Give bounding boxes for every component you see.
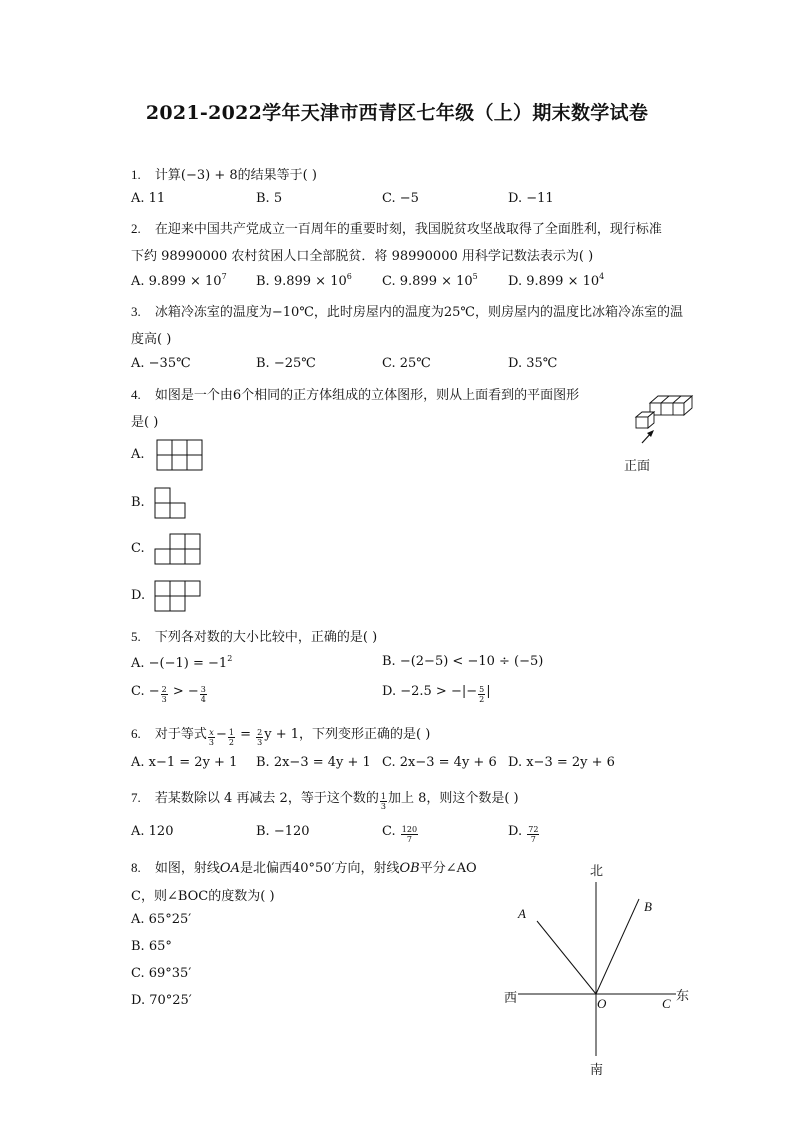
fraction: $\frac{2}{3}$ bbox=[257, 728, 263, 747]
q6-option-c: C. 2x−3 = 4y + 6 bbox=[382, 755, 497, 770]
page-title: 2021-2022学年天津市西青区七年级（上）期末数学试卷 bbox=[145, 102, 649, 124]
question-text: 若某数除以 4 再减去 2，等于这个数的 bbox=[154, 791, 379, 806]
fraction: $\frac{120}{7}$ bbox=[401, 825, 418, 844]
point-c-label: C bbox=[662, 996, 671, 1011]
option-label: C. 9.899 × 10 bbox=[382, 274, 473, 289]
question-text: 对于等式 bbox=[154, 727, 207, 742]
option-text: > − bbox=[168, 684, 199, 699]
question-text: 计算(−3) + 8的结果等于( ) bbox=[154, 168, 317, 183]
q8-option-a: A. 65°25′ bbox=[131, 912, 192, 927]
question-text-line2: 下约 98990000 农村贫困人口全部脱贫．将 98990000 用科学记数法表示为( ) bbox=[131, 249, 594, 264]
exponent: 2 bbox=[227, 654, 233, 663]
ray-name: OA bbox=[219, 861, 240, 876]
question-number: 4. bbox=[131, 387, 141, 402]
question-text: 平分∠AO bbox=[419, 861, 477, 876]
option-label: D. 9.899 × 10 bbox=[508, 274, 600, 289]
question-number: 3. bbox=[131, 304, 141, 319]
q3-option-c: C. 25℃ bbox=[382, 356, 431, 371]
option-text: | bbox=[486, 684, 491, 699]
fraction: $\frac{3}{4}$ bbox=[200, 685, 206, 704]
q2-option-c bbox=[382, 272, 478, 289]
question-text-line2: 度高( ) bbox=[131, 332, 172, 347]
q2-option-b bbox=[256, 272, 352, 289]
q4-option-c-shape bbox=[154, 533, 204, 565]
ray-ob bbox=[596, 899, 639, 994]
fraction: $\frac{x}{3}$ bbox=[208, 728, 214, 747]
question-number: 6. bbox=[131, 726, 141, 741]
option-label: A. 9.899 × 10 bbox=[131, 274, 222, 289]
question-text-line2: 是( ) bbox=[131, 415, 159, 430]
q1-option-c: C. −5 bbox=[382, 191, 419, 206]
q4-option-a-shape bbox=[156, 439, 204, 471]
q4-option-c-label: C. bbox=[131, 541, 145, 556]
ray-oa bbox=[537, 921, 596, 994]
question-text-line1: 在迎来中国共产党成立一百周年的重要时刻，我国脱贫攻坚战取得了全面胜利，现行标准 bbox=[154, 222, 662, 237]
q4-option-b-shape bbox=[154, 487, 188, 519]
operator: = bbox=[236, 727, 256, 742]
exponent: 4 bbox=[599, 272, 605, 281]
question-text-line1: 冰箱冷冻室的温度为−10℃，此时房屋内的温度为25℃，则房屋内的温度比冰箱冷冻室的温 bbox=[154, 305, 683, 320]
option-text: A. −(−1) = −1 bbox=[131, 656, 228, 671]
exponent: 7 bbox=[221, 272, 227, 281]
point-o-label: O bbox=[597, 996, 607, 1011]
question-number: 7. bbox=[131, 790, 141, 805]
q5-option-c bbox=[131, 684, 208, 704]
q5-option-b: B. −(2−5) < −10 ÷ (−5) bbox=[382, 654, 544, 669]
q1-option-b: B. 5 bbox=[256, 191, 283, 206]
compass-diagram bbox=[496, 856, 696, 1082]
question-5 bbox=[131, 626, 377, 645]
q1-option-a: A. 11 bbox=[131, 191, 166, 206]
question-text: 是北偏西40°50′方向，射线 bbox=[239, 861, 400, 876]
q4-option-d-label: D. bbox=[131, 588, 146, 603]
fraction: $\frac{72}{7}$ bbox=[528, 825, 539, 844]
q4-option-a-label: A. bbox=[131, 447, 145, 462]
fraction: $\frac{1}{2}$ bbox=[228, 728, 234, 747]
question-7 bbox=[131, 787, 519, 811]
question-text: 如图，射线 bbox=[154, 861, 220, 876]
option-label: B. 9.899 × 10 bbox=[256, 274, 347, 289]
q8-option-c: C. 69°35′ bbox=[131, 966, 192, 981]
question-text: y + 1，下列变形正确的是( ) bbox=[264, 727, 431, 742]
option-text: C. − bbox=[131, 684, 160, 699]
question-3 bbox=[131, 301, 683, 320]
q3-option-d: D. 35℃ bbox=[508, 356, 558, 371]
fraction: $\frac{1}{3}$ bbox=[380, 792, 386, 811]
question-6 bbox=[131, 723, 430, 747]
west-label: 西 bbox=[504, 991, 518, 1006]
ray-name: OB bbox=[399, 861, 420, 876]
question-text-line2: C，则∠BOC的度数为( ) bbox=[131, 889, 275, 904]
front-view-label: 正面 bbox=[624, 459, 651, 474]
fraction: $\frac{5}{2}$ bbox=[479, 685, 485, 704]
q6-option-a: A. x−1 = 2y + 1 bbox=[131, 755, 238, 770]
cube-stack-figure bbox=[628, 388, 700, 446]
q4-option-d-shape bbox=[154, 580, 204, 612]
q7-option-a: A. 120 bbox=[131, 824, 174, 839]
q3-option-b: B. −25℃ bbox=[256, 356, 316, 371]
question-number: 5. bbox=[131, 629, 141, 644]
question-text-line1: 如图是一个由6个相同的正方体组成的立体图形，则从上面看到的平面图形 bbox=[154, 388, 580, 403]
q6-option-b: B. 2x−3 = 4y + 1 bbox=[256, 755, 371, 770]
question-text: 下列各对数的大小比较中，正确的是( ) bbox=[154, 630, 378, 645]
q8-option-d: D. 70°25′ bbox=[131, 993, 192, 1008]
question-number: 2. bbox=[131, 221, 141, 236]
q8-option-b: B. 65° bbox=[131, 939, 172, 954]
question-text: 加上 8，则这个数是( ) bbox=[387, 791, 519, 806]
question-8 bbox=[131, 857, 477, 876]
exponent: 5 bbox=[472, 272, 478, 281]
north-label: 北 bbox=[590, 864, 604, 879]
south-label: 南 bbox=[590, 1063, 604, 1078]
question-4 bbox=[131, 384, 579, 403]
operator: − bbox=[216, 727, 227, 742]
fraction: $\frac{2}{3}$ bbox=[161, 685, 167, 704]
q2-option-a bbox=[131, 272, 227, 289]
option-label: C. bbox=[382, 824, 396, 839]
q4-option-b-label: B. bbox=[131, 495, 145, 510]
q5-option-a bbox=[131, 654, 232, 671]
question-number: 8. bbox=[131, 860, 141, 875]
exponent: 6 bbox=[346, 272, 352, 281]
q1-option-d: D. −11 bbox=[508, 191, 554, 206]
q7-option-b: B. −120 bbox=[256, 824, 310, 839]
point-b-label: B bbox=[644, 899, 652, 914]
q6-option-d: D. x−3 = 2y + 6 bbox=[508, 755, 615, 770]
q3-option-a: A. −35℃ bbox=[131, 356, 191, 371]
q2-option-d bbox=[508, 272, 604, 289]
question-2 bbox=[131, 218, 662, 237]
option-label: D. bbox=[508, 824, 523, 839]
east-label: 东 bbox=[676, 989, 690, 1004]
q7-option-d bbox=[508, 824, 540, 844]
q5-option-d bbox=[382, 684, 491, 704]
point-a-label: A bbox=[518, 906, 526, 921]
question-number: 1. bbox=[131, 167, 141, 182]
question-1 bbox=[131, 164, 317, 183]
q7-option-c bbox=[382, 824, 419, 844]
option-text: D. −2.5 > −|− bbox=[382, 684, 478, 699]
